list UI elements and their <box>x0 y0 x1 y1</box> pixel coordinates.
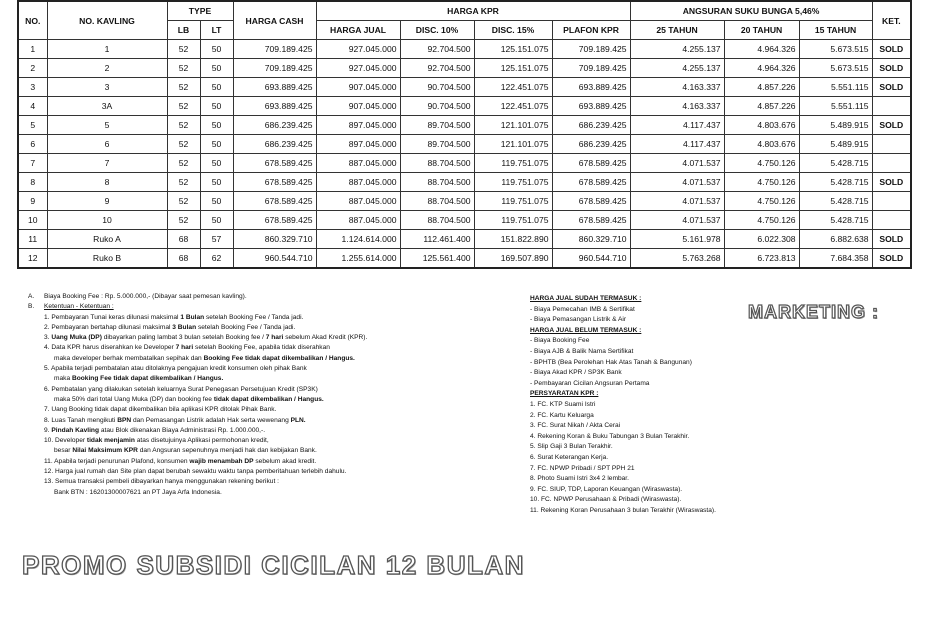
list-item: - Pembayaran Cicilan Angsuran Pertama <box>530 379 650 387</box>
term-6-cont: maka 50% dari total Uang Muka (DP) dan booking fee tidak dapat dikembalikan / Hangus. <box>54 395 324 403</box>
header-type: TYPE <box>167 1 233 21</box>
cell-plafon: 686.239.425 <box>552 116 630 135</box>
cell-kavling: 1 <box>47 40 167 59</box>
cell-angsuran-20: 4.964.326 <box>724 59 799 78</box>
cell-harga-cash: 678.589.425 <box>233 192 316 211</box>
header-lb: LB <box>167 21 200 40</box>
cell-kavling: 7 <box>47 154 167 173</box>
cell-plafon: 693.889.425 <box>552 97 630 116</box>
cell-lt: 62 <box>200 249 233 269</box>
cell-angsuran-15: 5.428.715 <box>799 211 872 230</box>
cell-harga-jual: 897.045.000 <box>316 135 400 154</box>
cell-disc10: 90.704.500 <box>400 97 474 116</box>
list-item: 2. FC. Kartu Keluarga <box>530 411 594 419</box>
cell-harga-jual: 887.045.000 <box>316 211 400 230</box>
cell-lt: 50 <box>200 59 233 78</box>
cell-angsuran-15: 7.684.358 <box>799 249 872 269</box>
cell-angsuran-20: 4.857.226 <box>724 97 799 116</box>
cell-lb: 52 <box>167 211 200 230</box>
cell-angsuran-25: 5.763.268 <box>630 249 724 269</box>
cell-disc15: 125.151.075 <box>474 59 552 78</box>
cell-lt: 50 <box>200 78 233 97</box>
cell-disc15: 125.151.075 <box>474 40 552 59</box>
cell-angsuran-25: 4.255.137 <box>630 59 724 78</box>
term-6: 6. Pembatalan yang dilakukan setelah keluarnya Surat Penegasan Persetujuan Kredit (SP3K) <box>44 385 318 393</box>
cell-plafon: 678.589.425 <box>552 211 630 230</box>
requirements-heading: PERSYARATAN KPR : <box>530 390 599 398</box>
cell-disc15: 122.451.075 <box>474 97 552 116</box>
cell-harga-jual: 897.045.000 <box>316 116 400 135</box>
cell-kavling: 8 <box>47 173 167 192</box>
cell-harga-jual: 1.255.614.000 <box>316 249 400 269</box>
cell-angsuran-15: 5.551.115 <box>799 78 872 97</box>
table-row <box>18 78 911 97</box>
cell-lb: 52 <box>167 154 200 173</box>
cell-disc15: 121.101.075 <box>474 135 552 154</box>
cell-ket <box>872 97 911 116</box>
header-20-tahun: 20 TAHUN <box>724 21 799 40</box>
list-item: - Biaya Pemecahan IMB & Sertifikat <box>530 305 635 313</box>
cell-harga-cash: 693.889.425 <box>233 97 316 116</box>
cell-no: 9 <box>18 192 47 211</box>
cell-disc10: 125.561.400 <box>400 249 474 269</box>
cell-lb: 52 <box>167 97 200 116</box>
header-kavling: NO. KAVLING <box>47 1 167 40</box>
list-item: - Biaya Pemasangan Listrik & Air <box>530 316 627 324</box>
cell-lb: 52 <box>167 135 200 154</box>
cell-angsuran-20: 4.750.126 <box>724 154 799 173</box>
price-info-column <box>530 294 830 516</box>
price-table <box>17 0 912 269</box>
marketing-label: MARKETING : <box>748 302 879 322</box>
term-11: 11. Apabila terjadi penurunan Plafond, konsumen wajib menambah DP sebelum akad kredit. <box>44 457 317 465</box>
cell-kavling: Ruko B <box>47 249 167 269</box>
cell-no: 5 <box>18 116 47 135</box>
cell-disc10: 88.704.500 <box>400 154 474 173</box>
note-a-label: A. <box>28 293 35 300</box>
term-8: 8. Luas Tanah mengikuti BPN dan Pemasangan Listrik adalah Hak serta wewenang PLN. <box>44 416 306 424</box>
cell-no: 7 <box>18 154 47 173</box>
list-item: 11. Rekening Koran Perusahaan 3 bulan Terakhir (Wiraswasta). <box>530 506 716 514</box>
cell-angsuran-20: 4.750.126 <box>724 173 799 192</box>
cell-lt: 50 <box>200 116 233 135</box>
cell-lt: 50 <box>200 40 233 59</box>
header-15-tahun: 15 TAHUN <box>799 21 872 40</box>
term-9: 9. Pindah Kavling atau Blok dikenakan Biaya Administrasi Rp. 1.000.000,-. <box>44 426 266 434</box>
cell-angsuran-25: 4.163.337 <box>630 97 724 116</box>
included-heading: HARGA JUAL SUDAH TERMASUK : <box>530 295 642 302</box>
cell-lb: 52 <box>167 78 200 97</box>
cell-harga-jual: 907.045.000 <box>316 78 400 97</box>
cell-angsuran-25: 4.255.137 <box>630 40 724 59</box>
cell-harga-cash: 678.589.425 <box>233 211 316 230</box>
cell-disc10: 90.704.500 <box>400 78 474 97</box>
cell-lt: 50 <box>200 192 233 211</box>
term-12: 12. Harga jual rumah dan Site plan dapat berubah sewaktu waktu tanpa pemberitahuan terlebih dahulu. <box>44 468 347 476</box>
cell-disc15: 151.822.890 <box>474 230 552 249</box>
cell-kavling: 5 <box>47 116 167 135</box>
table-row <box>18 59 911 78</box>
note-b-text: Ketentuan - Ketentuan : <box>44 303 114 311</box>
cell-disc10: 88.704.500 <box>400 173 474 192</box>
cell-harga-cash: 693.889.425 <box>233 78 316 97</box>
cell-lb: 52 <box>167 173 200 192</box>
table-row <box>18 40 911 59</box>
cell-plafon: 709.189.425 <box>552 59 630 78</box>
cell-disc10: 112.461.400 <box>400 230 474 249</box>
cell-no: 10 <box>18 211 47 230</box>
header-harga-jual: HARGA JUAL <box>316 21 400 40</box>
cell-kavling: 6 <box>47 135 167 154</box>
term-10-cont: besar Nilai Maksimum KPR dan Angsuran sepenuhnya menjadi hak dan kebijakan Bank. <box>54 447 317 455</box>
cell-plafon: 860.329.710 <box>552 230 630 249</box>
cell-no: 8 <box>18 173 47 192</box>
cell-lb: 68 <box>167 230 200 249</box>
cell-lb: 68 <box>167 249 200 269</box>
list-item: 1. FC. KTP Suami Istri <box>530 400 596 408</box>
cell-disc15: 119.751.075 <box>474 154 552 173</box>
cell-no: 3 <box>18 78 47 97</box>
cell-plafon: 678.589.425 <box>552 154 630 173</box>
cell-angsuran-15: 5.428.715 <box>799 154 872 173</box>
cell-ket: SOLD <box>872 40 911 59</box>
cell-kavling: 9 <box>47 192 167 211</box>
cell-harga-cash: 686.239.425 <box>233 116 316 135</box>
cell-no: 12 <box>18 249 47 269</box>
table-body <box>18 40 911 269</box>
term-1: 1. Pembayaran Tunai keras dilunasi maksimal 1 Bulan setelah Booking Fee / Tanda jadi. <box>44 313 304 321</box>
excluded-heading: HARGA JUAL BELUM TERMASUK : <box>530 326 642 334</box>
cell-harga-jual: 1.124.614.000 <box>316 230 400 249</box>
cell-ket: SOLD <box>872 173 911 192</box>
cell-ket <box>872 211 911 230</box>
cell-harga-jual: 907.045.000 <box>316 97 400 116</box>
cell-angsuran-20: 4.750.126 <box>724 211 799 230</box>
list-item: 6. Surat Keterangan Kerja. <box>530 453 609 461</box>
cell-lt: 50 <box>200 211 233 230</box>
term-2: 2. Pembayaran bertahap dilunasi maksimal 3 Bulan setelah Booking Fee / Tanda jadi. <box>44 323 296 331</box>
cell-angsuran-25: 5.161.978 <box>630 230 724 249</box>
header-disc15: DISC. 15% <box>474 21 552 40</box>
term-5: 5. Apabila terjadi pembatalan atau ditolaknya pengajuan kredit konsumen oleh pihak Bank <box>44 365 307 373</box>
cell-lb: 52 <box>167 40 200 59</box>
excluded-list <box>530 336 830 389</box>
list-item: 4. Rekening Koran & Buku Tabungan 3 Bulan Terakhir. <box>530 432 690 440</box>
cell-disc15: 121.101.075 <box>474 116 552 135</box>
list-item: 3. FC. Surat Nikah / Akta Cerai <box>530 422 621 430</box>
requirements-list <box>530 400 830 517</box>
table-row <box>18 249 911 269</box>
cell-disc15: 119.751.075 <box>474 173 552 192</box>
cell-angsuran-15: 5.489.915 <box>799 116 872 135</box>
cell-no: 1 <box>18 40 47 59</box>
cell-ket: SOLD <box>872 116 911 135</box>
cell-angsuran-15: 6.882.638 <box>799 230 872 249</box>
cell-plafon: 686.239.425 <box>552 135 630 154</box>
cell-lt: 50 <box>200 154 233 173</box>
header-harga-kpr: HARGA KPR <box>316 1 630 21</box>
cell-angsuran-20: 4.803.676 <box>724 135 799 154</box>
term-4: 4. Data KPR harus diserahkan ke Developer 7 hari setelah Booking Fee, apabila tidak diserahkan <box>44 344 330 352</box>
cell-ket <box>872 135 911 154</box>
cell-kavling: 3 <box>47 78 167 97</box>
cell-harga-jual: 887.045.000 <box>316 173 400 192</box>
cell-disc15: 119.751.075 <box>474 211 552 230</box>
cell-ket: SOLD <box>872 78 911 97</box>
cell-kavling: 10 <box>47 211 167 230</box>
cell-angsuran-20: 4.803.676 <box>724 116 799 135</box>
cell-ket: SOLD <box>872 59 911 78</box>
cell-disc10: 88.704.500 <box>400 192 474 211</box>
cell-lt: 57 <box>200 230 233 249</box>
term-10: 10. Developer tidak menjamin atas disetujuinya Aplikasi permohonan kredit, <box>44 437 269 445</box>
cell-angsuran-15: 5.551.115 <box>799 97 872 116</box>
cell-harga-cash: 860.329.710 <box>233 230 316 249</box>
cell-plafon: 960.544.710 <box>552 249 630 269</box>
cell-angsuran-25: 4.163.337 <box>630 78 724 97</box>
cell-disc10: 92.704.500 <box>400 40 474 59</box>
cell-harga-cash: 709.189.425 <box>233 40 316 59</box>
cell-harga-cash: 678.589.425 <box>233 173 316 192</box>
header-25-tahun: 25 TAHUN <box>630 21 724 40</box>
list-item: - Biaya Akad KPR / SP3K Bank <box>530 369 622 377</box>
cell-angsuran-25: 4.071.537 <box>630 154 724 173</box>
cell-harga-jual: 927.045.000 <box>316 40 400 59</box>
cell-angsuran-20: 4.750.126 <box>724 192 799 211</box>
table-row <box>18 192 911 211</box>
header-angsuran: ANGSURAN SUKU BUNGA 5,46% <box>630 1 872 21</box>
cell-angsuran-25: 4.071.537 <box>630 173 724 192</box>
promo-banner: PROMO SUBSIDI CICILAN 12 BULAN <box>22 550 525 580</box>
cell-harga-jual: 887.045.000 <box>316 192 400 211</box>
cell-angsuran-20: 4.964.326 <box>724 40 799 59</box>
term-3: 3. Uang Muka (DP) dibayarkan paling lambat 3 bulan setelah Booking fee / 7 hari sebelum Akad Kredit (KPR). <box>44 334 368 342</box>
cell-no: 4 <box>18 97 47 116</box>
cell-plafon: 678.589.425 <box>552 192 630 211</box>
cell-harga-cash: 686.239.425 <box>233 135 316 154</box>
header-lt: LT <box>200 21 233 40</box>
cell-plafon: 693.889.425 <box>552 78 630 97</box>
cell-ket <box>872 192 911 211</box>
term-7: 7. Uang Booking tidak dapat dikembalikan bila aplikasi KPR ditolak Pihak Bank. <box>44 406 277 414</box>
cell-angsuran-20: 6.723.813 <box>724 249 799 269</box>
cell-ket <box>872 154 911 173</box>
cell-ket: SOLD <box>872 230 911 249</box>
header-ket: KET. <box>872 1 911 40</box>
cell-kavling: 2 <box>47 59 167 78</box>
cell-angsuran-25: 4.071.537 <box>630 192 724 211</box>
table-row <box>18 135 911 154</box>
cell-kavling: Ruko A <box>47 230 167 249</box>
table-row <box>18 154 911 173</box>
cell-angsuran-15: 5.489.915 <box>799 135 872 154</box>
cell-plafon: 678.589.425 <box>552 173 630 192</box>
cell-angsuran-25: 4.117.437 <box>630 116 724 135</box>
cell-disc15: 119.751.075 <box>474 192 552 211</box>
list-item: - Biaya AJB & Balik Nama Sertifikat <box>530 347 634 355</box>
cell-disc10: 88.704.500 <box>400 211 474 230</box>
list-item: - BPHTB (Bea Perolehan Hak Atas Tanah & Bangunan) <box>530 358 692 366</box>
cell-harga-cash: 960.544.710 <box>233 249 316 269</box>
note-b-label: B. <box>28 303 35 311</box>
cell-lt: 50 <box>200 173 233 192</box>
header-harga-cash: HARGA CASH <box>233 1 316 40</box>
cell-no: 11 <box>18 230 47 249</box>
table-row <box>18 230 911 249</box>
cell-lt: 50 <box>200 97 233 116</box>
term-5-cont: maka Booking Fee tidak dapat dikembalikan / Hangus. <box>54 375 224 383</box>
cell-plafon: 709.189.425 <box>552 40 630 59</box>
cell-disc10: 89.704.500 <box>400 116 474 135</box>
cell-harga-jual: 927.045.000 <box>316 59 400 78</box>
cell-angsuran-15: 5.673.515 <box>799 59 872 78</box>
list-item: 5. Slip Gaji 3 Bulan Terakhir. <box>530 443 613 451</box>
cell-angsuran-25: 4.117.437 <box>630 135 724 154</box>
table-row <box>18 211 911 230</box>
cell-lt: 50 <box>200 135 233 154</box>
cell-ket: SOLD <box>872 249 911 269</box>
cell-harga-jual: 887.045.000 <box>316 154 400 173</box>
cell-disc10: 89.704.500 <box>400 135 474 154</box>
cell-disc15: 122.451.075 <box>474 78 552 97</box>
cell-disc15: 169.507.890 <box>474 249 552 269</box>
list-item: 8. Photo Suami Istri 3x4 2 lembar. <box>530 475 629 483</box>
cell-lb: 52 <box>167 59 200 78</box>
header-no: NO. <box>18 1 47 40</box>
cell-angsuran-15: 5.428.715 <box>799 192 872 211</box>
cell-harga-cash: 678.589.425 <box>233 154 316 173</box>
header-plafon: PLAFON KPR <box>552 21 630 40</box>
table-row <box>18 97 911 116</box>
cell-angsuran-20: 4.857.226 <box>724 78 799 97</box>
cell-angsuran-15: 5.673.515 <box>799 40 872 59</box>
list-item: 7. FC. NPWP Pribadi / SPT PPH 21 <box>530 464 635 472</box>
cell-no: 6 <box>18 135 47 154</box>
note-a-text: Biaya Booking Fee : Rp. 5.000.000,- (Dibayar saat pemesan kavling). <box>44 293 247 300</box>
list-item: 9. FC. SIUP, TDP, Laporan Keuangan (Wiraswasta). <box>530 485 683 493</box>
list-item: 10. FC. NPWP Perusahaan & Pribadi (Wiraswasta). <box>530 496 682 504</box>
term-13: 13. Semua transaksi pembeli dibayarkan hanya menggunakan rekening berikut : <box>44 478 279 486</box>
table-row <box>18 173 911 192</box>
cell-no: 2 <box>18 59 47 78</box>
table-row <box>18 116 911 135</box>
header-disc10: DISC. 10% <box>400 21 474 40</box>
list-item: - Biaya Booking Fee <box>530 337 590 345</box>
cell-harga-cash: 709.189.425 <box>233 59 316 78</box>
terms-notes <box>28 292 518 498</box>
cell-angsuran-20: 6.022.308 <box>724 230 799 249</box>
cell-disc10: 92.704.500 <box>400 59 474 78</box>
term-4-cont: maka developer berhak membatalkan sepihak dan Booking Fee tidak dapat dikembalikan / Hangus. <box>54 354 355 362</box>
cell-angsuran-25: 4.071.537 <box>630 211 724 230</box>
cell-lb: 52 <box>167 192 200 211</box>
cell-lb: 52 <box>167 116 200 135</box>
cell-kavling: 3A <box>47 97 167 116</box>
term-13-bank: Bank BTN : 16201300007621 an PT Jaya Arfa Indonesia. <box>54 488 222 496</box>
cell-angsuran-15: 5.428.715 <box>799 173 872 192</box>
